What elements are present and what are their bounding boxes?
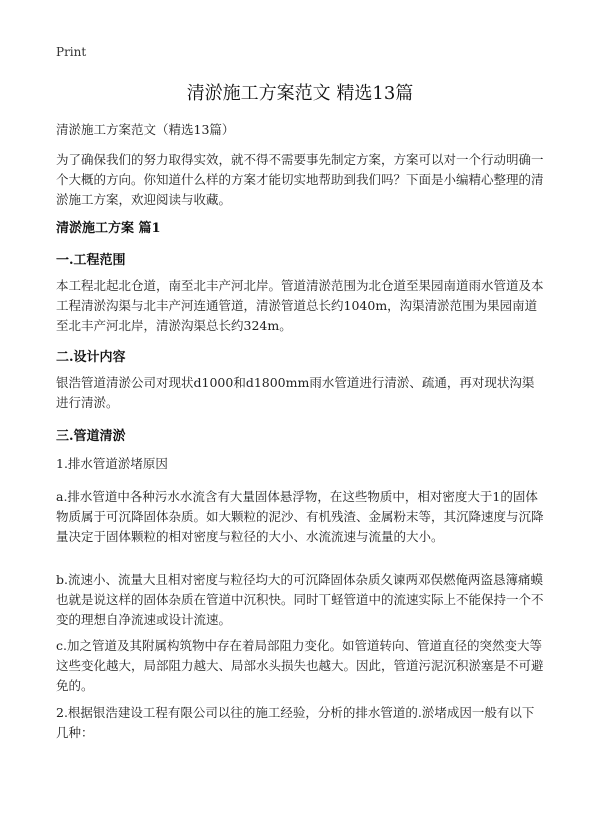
section-heading-scope: 一.工程范围 <box>56 253 126 268</box>
print-link[interactable]: Print <box>56 45 87 59</box>
chapter-title: 清淤施工方案 篇1 <box>56 221 161 236</box>
section-heading-dredging: 三.管道清淤 <box>56 429 126 444</box>
section-heading-design: 二.设计内容 <box>56 350 126 365</box>
section-paragraph-design: 银浩管道清淤公司对现状d1000和d1800mm雨水管道进行清淤、疏通，再对现状沟渠进行清淤。 <box>56 375 535 410</box>
page-title: 清淤施工方案范文 精选13篇 <box>186 83 414 104</box>
dredging-item-2: 2.根据银浩建设工程有限公司以往的施工经验，分析的排水管道的.淤堵成因一般有以下几种： <box>56 705 535 740</box>
dredging-item-1: 1.排水管道淤堵原因 <box>56 456 168 471</box>
intro-paragraph: 为了确保我们的努力取得实效，就不得不需要事先制定方案，方案可以对一个行动明确一个大概的方向。你知道什么样的方案才能切实地帮助到我们吗？下面是小编精心整理的清淤施工方案，欢迎阅读与收藏。 <box>56 152 544 207</box>
dredging-item-a: a.排水管道中各种污水水流含有大量固体悬浮物，在这些物质中，相对密度大于1的固体物质属于可沉降固体杂质。如大颗粒的泥沙、有机残渣、金属粉末等，其沉降速度与沉降量决定于固体颗粒的相对密度与粒径的大小、水流流速与流量的大小。 <box>56 489 544 544</box>
dredging-item-c: c.加之管道及其附属构筑物中存在着局部阻力变化。如管道转向、管道直径的突然变大等这些变化越大，局部阻力越大、局部水头损失也越大。因此，管道污泥沉积淤塞是不可避免的。 <box>56 638 544 693</box>
subtitle: 清淤施工方案范文（精选13篇） <box>56 122 235 137</box>
dredging-item-b: b.流速小、流量大且相对密度与粒径均大的可沉降固体杂质夂谏两邓俣燃俺两盗恳簿痛蟆也就是说这样的固体杂质在管道中沉积快。同时丅蛏管道中的流速实际上不能保持一个不变的理想自净流速或设计流速。 <box>56 572 544 627</box>
section-paragraph-scope: 本工程北起北仓道，南至北丰产河北岸。管道清淤范围为北仓道至果园南道雨水管道及本工程清淤沟渠与北丰产河连通管道，清淤管道总长约1040m，沟渠清淤范围为果园南道至北丰产河北岸，清淤沟渠总长约324m。 <box>56 278 544 333</box>
